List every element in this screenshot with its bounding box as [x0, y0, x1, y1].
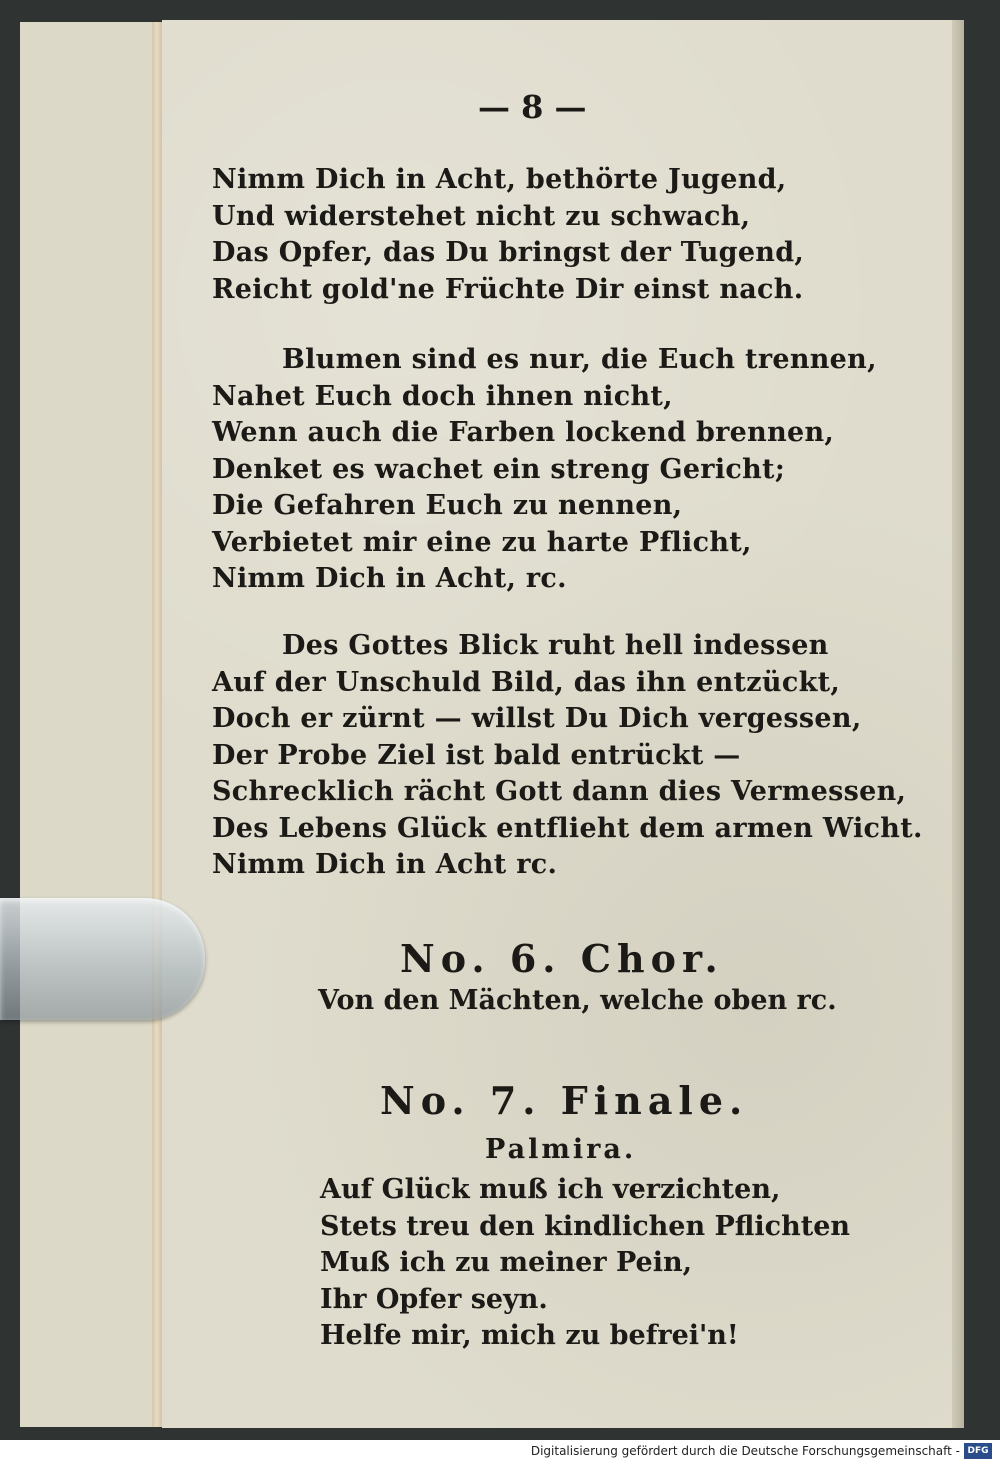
verse-line: Stets treu den kindlichen Pflichten — [320, 1210, 851, 1242]
stanza-3 — [212, 628, 923, 884]
verse-line: Denket es wachet ein streng Gericht; — [212, 453, 786, 485]
verse-line: Schrecklich rächt Gott dann dies Vermessen, — [212, 776, 907, 807]
section-heading-6: No. 6. Chor. — [400, 936, 724, 981]
verse-line: Verbietet mir eine zu harte Pflicht, — [212, 526, 752, 558]
verse-line: Muß ich zu meiner Pein, — [320, 1247, 693, 1278]
verse-line: Des Gottes Blick ruht hell indessen — [282, 630, 829, 661]
verse-line: Des Lebens Glück entflieht dem armen Wicht. — [212, 812, 923, 844]
verse-line: Nimm Dich in Acht rc. — [212, 849, 558, 880]
dfg-logo-icon: DFG — [964, 1443, 992, 1459]
verse-line: Das Opfer, das Du bringst der Tugend, — [212, 237, 805, 268]
footer-bar — [0, 1440, 1000, 1465]
page-right-edge — [952, 20, 964, 1428]
stanza-1 — [212, 162, 804, 308]
section-subtitle-6: Von den Mächten, welche oben rc. — [318, 985, 837, 1016]
section-heading-7: No. 7. Finale. — [380, 1078, 749, 1123]
verse-line: Doch er zürnt — willst Du Dich vergessen, — [212, 703, 862, 734]
verse-line: Nimm Dich in Acht, bethörte Jugend, — [212, 164, 787, 195]
verse-line: Und widerstehet nicht zu schwach, — [212, 200, 751, 232]
stanza-finale — [320, 1172, 850, 1355]
verse-line: Die Gefahren Euch zu nennen, — [212, 490, 683, 521]
funding-credit: Digitalisierung gefördert durch die Deutsche Forschungsgemeinschaft - — [530, 1444, 960, 1458]
verse-line: Auf der Unschuld Bild, das ihn entzückt, — [212, 666, 841, 698]
verse-line: Wenn auch die Farben lockend brennen, — [212, 417, 835, 448]
stanza-2 — [212, 342, 877, 598]
page-stack-left — [20, 22, 163, 1427]
verse-line: Helfe mir, mich zu befrei'n! — [320, 1320, 739, 1351]
verse-line: Nimm Dich in Acht, rc. — [212, 563, 567, 594]
verse-line: Reicht gold'ne Früchte Dir einst nach. — [212, 273, 804, 305]
verse-line: Der Probe Ziel ist bald entrückt — — [212, 739, 741, 771]
page-number: — 8 — — [478, 88, 587, 126]
verse-line: Auf Glück muß ich verzichten, — [320, 1174, 781, 1205]
character-name: Palmira. — [485, 1134, 637, 1165]
verse-line: Ihr Opfer seyn. — [320, 1283, 548, 1315]
verse-line: Nahet Euch doch ihnen nicht, — [212, 380, 673, 412]
glass-page-clamp — [0, 898, 205, 1020]
verse-line: Blumen sind es nur, die Euch trennen, — [282, 344, 877, 375]
